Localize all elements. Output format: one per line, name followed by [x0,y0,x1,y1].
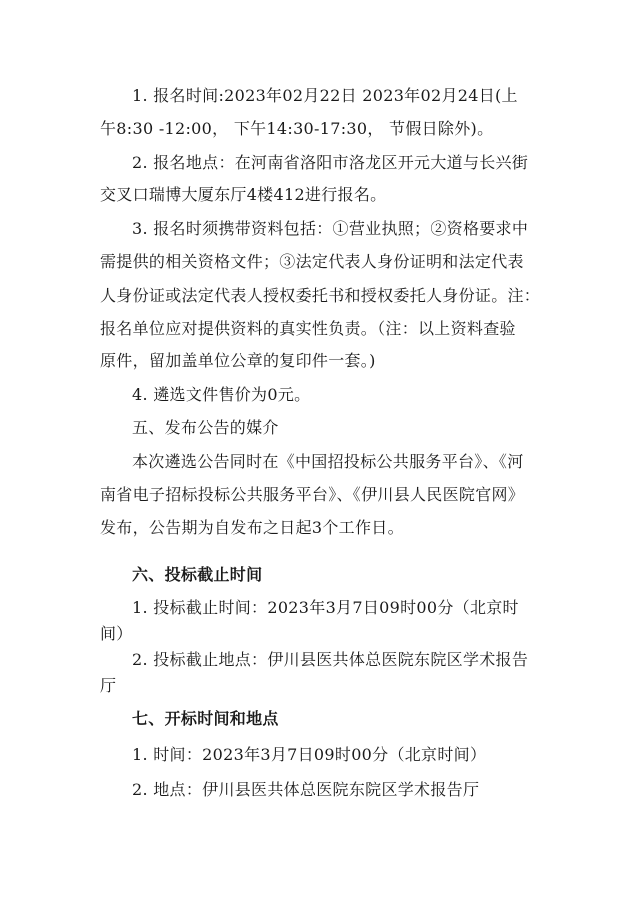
materials-line-1: 3. 报名时须携带资料包括：①营业执照；②资格要求中 [132,219,529,238]
media-section-title: 五、发布公告的媒介 [132,418,279,437]
registration-location-line-1: 2. 报名地点：在河南省洛阳市洛龙区开元大道与长兴街 [132,153,529,172]
bid-opening-place-line: 2. 地点：伊川县医共体总医院东院区学术报告厅 [132,780,480,799]
materials-line-4: 报名单位应对提供资料的真实性负责。（注：以上资料查验 [100,319,516,338]
registration-time-line-2: 午8:30 -12:00， 下午14:30-17:30， 节假日除外)。 [100,119,494,138]
bid-opening-section-title: 七、开标时间和地点 [132,709,279,728]
bid-deadline-time-line-2: 间） [100,624,133,643]
bid-deadline-place-line-1: 2. 投标截止地点：伊川县医共体总医院东院区学术报告 [132,650,529,669]
media-body-line-1: 本次遴选公告同时在《中国招投标公共服务平台》、《河 [132,452,524,471]
document-price-line: 4. 遴选文件售价为0元。 [132,385,311,404]
media-body-line-2: 南省电子招标投标公共服务平台》、《伊川县人民医院官网》 [100,485,525,504]
materials-line-2: 需提供的相关资格文件；③法定代表人身份证明和法定代表 [100,252,524,271]
bid-opening-time-line: 1. 时间：2023年3月7日09时00分（北京时间） [132,745,487,764]
bid-deadline-section-title: 六、投标截止时间 [132,565,263,584]
materials-line-3: 人身份证或法定代表人授权委托书和授权委托人身份证。注： [100,286,541,305]
registration-location-line-2: 交叉口瑞博大厦东厅4楼412进行报名。 [100,185,387,204]
bid-deadline-place-line-2: 厅 [100,676,117,695]
registration-time-line-1: 1. 报名时间:2023年02月22日 2023年02月24日(上 [132,86,518,105]
bid-deadline-time-line-1: 1. 投标截止时间：2023年3月7日09时00分（北京时 [132,598,519,617]
media-body-line-3: 发布，公告期为自发布之日起3个工作日。 [100,518,404,537]
materials-line-5: 原件，留加盖单位公章的复印件一套。) [100,351,376,370]
